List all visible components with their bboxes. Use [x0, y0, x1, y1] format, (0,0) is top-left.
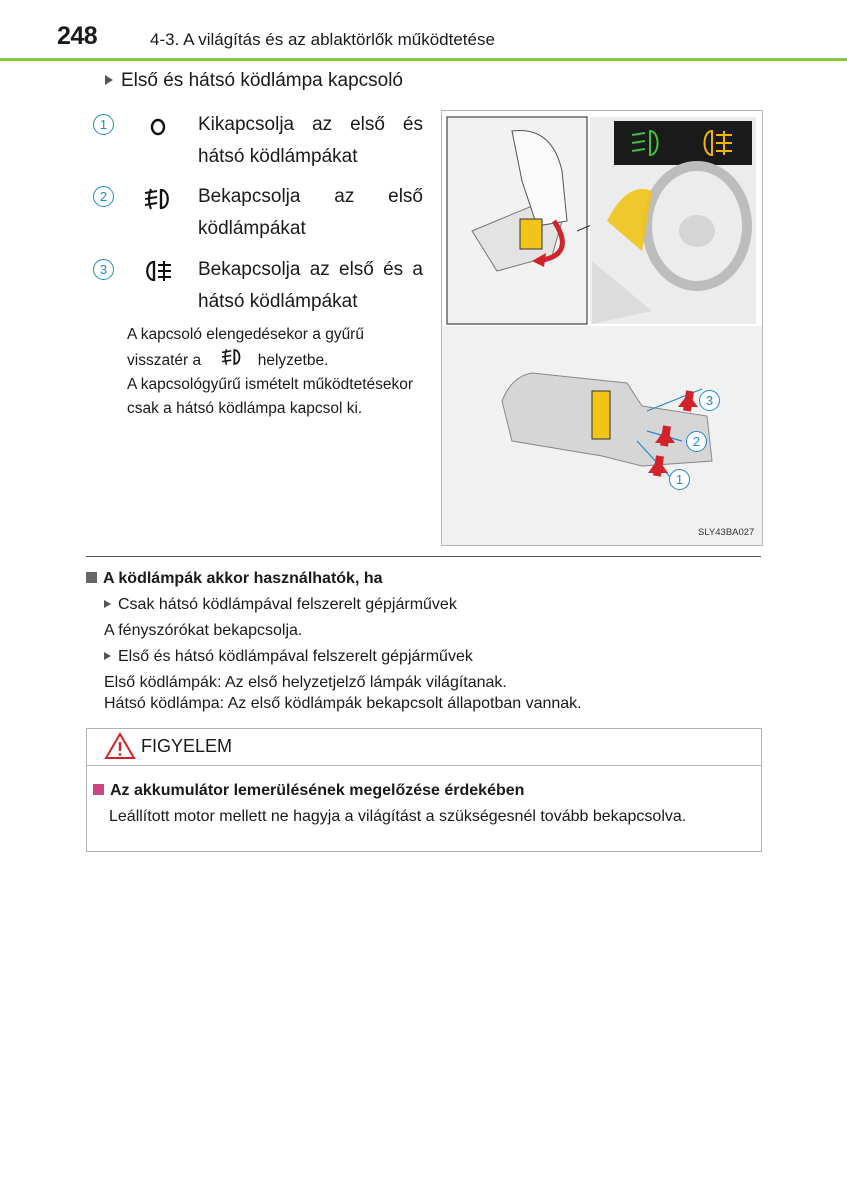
warning-header	[87, 729, 761, 766]
section-separator	[86, 556, 761, 557]
warning-label: FIGYELEM	[141, 736, 233, 756]
rear-fog-lamp-icon	[142, 258, 174, 289]
figure-callout-3: 3	[699, 390, 720, 411]
bullet-front-rear	[104, 648, 473, 666]
front-fog-lamp-icon	[142, 186, 174, 217]
bullet-rear-only-text: Csak hátsó ködlámpával felszerelt gépjárművek	[118, 596, 457, 613]
figure-callout-2: 2	[686, 431, 707, 452]
subheading	[105, 70, 403, 92]
number-circle-3: 3	[93, 259, 114, 280]
off-ring-icon	[148, 117, 168, 142]
warning-box	[86, 728, 762, 852]
note-1-before: A kapcsoló elengedésekor a gyűrű visszatér a	[127, 326, 364, 370]
bullet-rear-only	[104, 596, 457, 614]
line-front-fog: Első ködlámpák: Az első helyzetjelző lámpák világítanak.	[104, 674, 507, 691]
item-1-text: Kikapcsolja az első és hátsó ködlámpákat	[198, 114, 423, 167]
figure-callout-1: 1	[669, 469, 690, 490]
page-number: 248	[57, 22, 98, 50]
figure-code: SLY43BA027	[698, 527, 755, 538]
section-heading-text: A ködlámpák akkor használhatók, ha	[103, 570, 383, 587]
square-bullet-icon	[86, 572, 97, 583]
warning-text: Leállított motor mellett ne hagyja a világítást a szükségesnél tovább bekapcsolva.	[109, 808, 687, 825]
warning-triangle-icon	[104, 732, 136, 765]
triangle-bullet-icon	[104, 600, 111, 608]
header-rule	[0, 58, 847, 61]
front-fog-lamp-inline-icon	[219, 347, 245, 375]
line-headlights: A fényszórókat bekapcsolja.	[104, 622, 303, 639]
note-repeat-operation: A kapcsológyűrű ismételt működtetésekor csak a hátsó ködlámpa kapcsol ki.	[127, 376, 414, 417]
note-return-position	[127, 323, 427, 375]
number-circle-2: 2	[93, 186, 114, 207]
subheading-text: Első és hátsó ködlámpa kapcsoló	[121, 70, 403, 91]
warning-heading-text: Az akkumulátor lemerülésének megelőzése érdekében	[110, 782, 525, 799]
line-rear-fog: Hátsó ködlámpa: Az első ködlámpák bekapcsolt állapotban vannak.	[104, 695, 582, 712]
number-circle-1: 1	[93, 114, 114, 135]
note-1-after: helyzetbe.	[257, 352, 329, 370]
triangle-bullet-icon	[104, 652, 111, 660]
section-heading	[86, 570, 383, 588]
item-3-text: Bekapcsolja az első és a hátsó ködlámpákat	[198, 259, 423, 312]
item-2-text: Bekapcsolja az első ködlámpákat	[198, 186, 423, 239]
pink-square-bullet-icon	[93, 784, 104, 795]
triangle-bullet-icon	[105, 75, 113, 85]
section-title: 4-3. A világítás és az ablaktörlők működtetése	[150, 30, 495, 49]
figure-illustration	[441, 110, 763, 546]
warning-heading	[93, 782, 524, 800]
bullet-front-rear-text: Első és hátsó ködlámpával felszerelt gépjárművek	[118, 648, 473, 665]
